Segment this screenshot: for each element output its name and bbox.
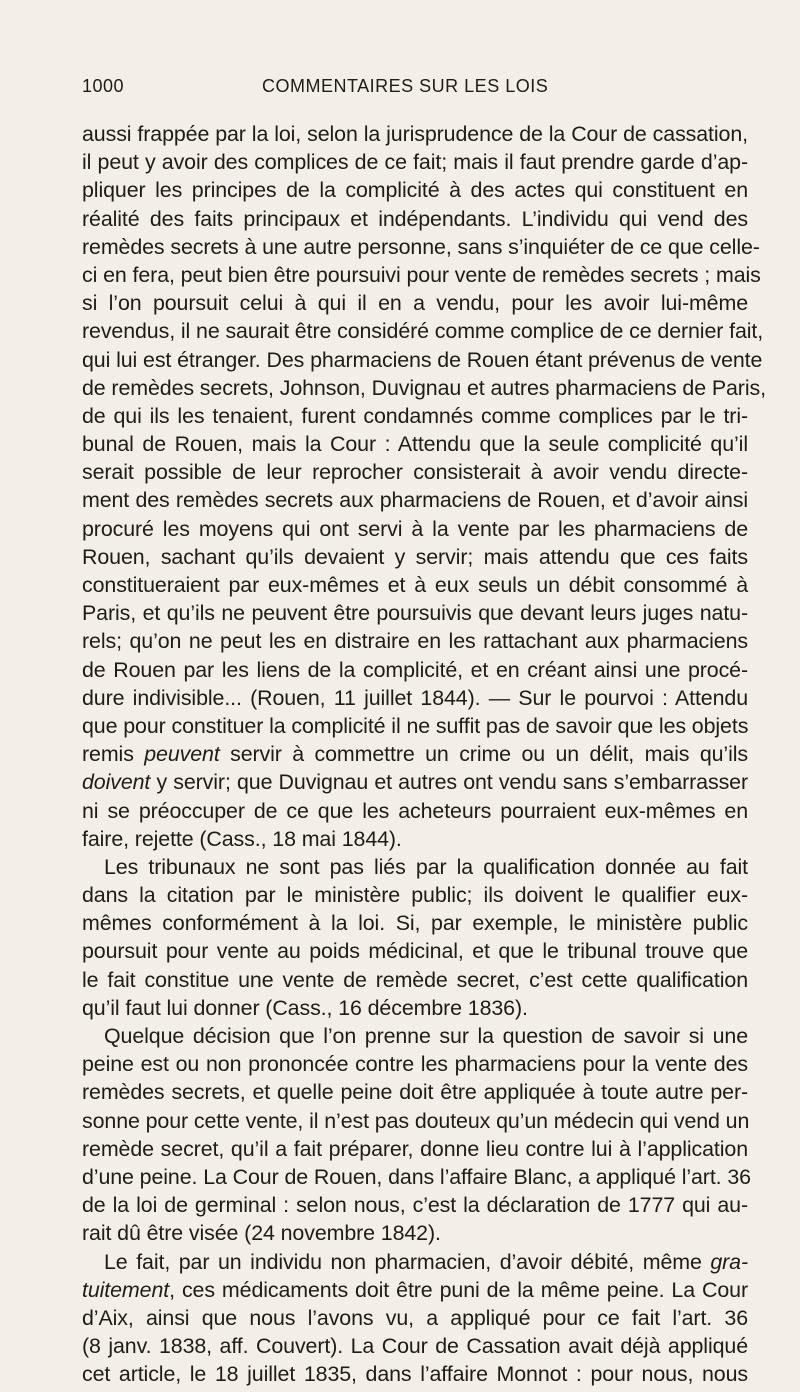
text-line: cet article, le 18 juillet 1835, dans l’affaire Monnot : pour nous, nous xyxy=(82,1362,748,1387)
text-line: (8 janv. 1838, aff. Couvert). La Cour de Cassation avait déjà appliqué xyxy=(82,1334,748,1359)
text-line: le fait constitue une vente de remède secret, c’est cette qualification xyxy=(82,967,748,992)
text-line: aussi frappée par la loi, selon la jurisprudence de la Cour de cassation, xyxy=(82,122,748,146)
text-line: Rouen, sachant qu’ils devaient y servir; mais attendu que ces faits xyxy=(82,544,748,569)
text-line: rels; qu’on ne peut les en distraire en les rattachant aux pharmaciens xyxy=(82,629,748,654)
text-line: remis peuvent servir à commettre un crime ou un délit, mais qu’ils xyxy=(82,742,748,767)
text-line: d’Aix, ainsi que nous l’avons vu, a appliqué pour ce fait l’art. 36 xyxy=(82,1305,748,1330)
text-line: d’une peine. La Cour de Rouen, dans l’affaire Blanc, a appliqué l’art. 36 xyxy=(82,1164,751,1189)
text-line: rait dû être visée (24 novembre 1842). xyxy=(82,1221,441,1246)
text-line: il peut y avoir des complices de ce fait; mais il faut prendre garde d’ap- xyxy=(82,150,748,175)
text-line: qui lui est étranger. Des pharmaciens de Rouen étant prévenus de vente xyxy=(82,347,763,372)
page-header xyxy=(82,76,748,106)
text-line: Les tribunaux ne sont pas liés par la qualification donnée au fait xyxy=(104,854,748,879)
text-line: Quelque décision que l’on prenne sur la question de savoir si une xyxy=(104,1024,748,1048)
text-line: doivent y servir; que Duvignau et autres ont vendu sans s’embarrasser xyxy=(82,770,748,795)
text-line: que pour constituer la complicité il ne suffit pas de savoir que les objets xyxy=(82,713,749,738)
running-title: COMMENTAIRES SUR LES LOIS xyxy=(262,76,549,96)
paragraph xyxy=(82,1022,751,1248)
text-line: serait possible de leur reprocher consisterait à avoir vendu directe- xyxy=(82,460,748,485)
text-line: ment des remèdes secrets aux pharmaciens de Rouen, et d’avoir ainsi xyxy=(82,488,748,513)
text-line: Paris, et qu’ils ne peuvent être poursuivis que devant leurs juges natu- xyxy=(82,601,748,626)
paragraph xyxy=(82,1248,748,1389)
text-line: faire, rejette (Cass., 18 mai 1844). xyxy=(82,826,402,851)
paragraph xyxy=(82,853,748,1022)
text-line: constitueraient par eux-mêmes et à eux seuls un débit consommé à xyxy=(82,573,748,597)
paragraph xyxy=(82,120,766,853)
text-line: ni se préoccuper de ce que les acheteurs pourraient eux-mêmes en xyxy=(82,798,748,823)
text-line: sonne pour cette vente, il n’est pas douteux qu’un médecin qui vend un xyxy=(82,1108,750,1133)
text-line: ci en fera, peut bien être poursuivi pour vente de remèdes secrets ; mais xyxy=(82,262,761,287)
text-line: de qui ils les tenaient, furent condamnés comme complices par le tri- xyxy=(82,403,748,428)
text-line: remède secret, qu’il a fait préparer, donne lieu contre lui à l’application xyxy=(82,1136,748,1161)
text-line: peine est ou non prononcée contre les pharmaciens pour la vente des xyxy=(82,1052,748,1077)
text-line: Le fait, par un individu non pharmacien, d’avoir débité, même gra- xyxy=(104,1249,748,1274)
text-line: si l’on poursuit celui à qui il en a vendu, pour les avoir lui-même xyxy=(82,291,748,316)
italic-text: doivent xyxy=(82,770,151,795)
text-line: bunal de Rouen, mais la Cour : Attendu que la seule complicité qu’il xyxy=(82,432,748,457)
text-line: pliquer les principes de la complicité à des actes qui constituent en xyxy=(82,178,748,203)
text-line: de Rouen par les liens de la complicité, et en créant ainsi une procé- xyxy=(82,657,748,682)
text-line: qu’il faut lui donner (Cass., 16 décembre 1836). xyxy=(82,995,528,1020)
text-line: remèdes secrets, et quelle peine doit être appliquée à toute autre per- xyxy=(82,1080,748,1105)
text-line: tuitement, ces médicaments doit être puni de la même peine. La Cour xyxy=(82,1277,748,1302)
text-line: dans la citation par le ministère public; ils doivent le qualifier eux- xyxy=(82,883,748,908)
italic-text: gra- xyxy=(710,1249,748,1274)
page-number: 1000 xyxy=(82,76,125,96)
text-line: de la loi de germinal : selon nous, c’est la déclaration de 1777 qui au- xyxy=(82,1193,748,1218)
italic-text: peuvent xyxy=(144,742,220,767)
text-line: réalité des faits principaux et indépendants. L’individu qui vend des xyxy=(82,206,748,231)
text-line: dure indivisible... (Rouen, 11 juillet 1844). — Sur le pourvoi : Attendu xyxy=(82,685,748,710)
text-line: poursuit pour vente au poids médicinal, et que le tribunal trouve que xyxy=(82,939,748,964)
text-line: procuré les moyens qui ont servi à la vente par les pharmaciens de xyxy=(82,516,748,541)
text-line: de remèdes secrets, Johnson, Duvignau et autres pharmaciens de Paris, xyxy=(82,375,766,400)
italic-text: tuitement xyxy=(82,1277,170,1302)
text-line: revendus, il ne saurait être considéré comme complice de ce dernier fait, xyxy=(82,319,764,344)
body-text xyxy=(82,120,766,1388)
text-line: mêmes conformément à la loi. Si, par exemple, le ministère public xyxy=(82,911,748,936)
text-line: remèdes secrets à une autre personne, sans s’inquiéter de ce que celle- xyxy=(82,234,760,259)
